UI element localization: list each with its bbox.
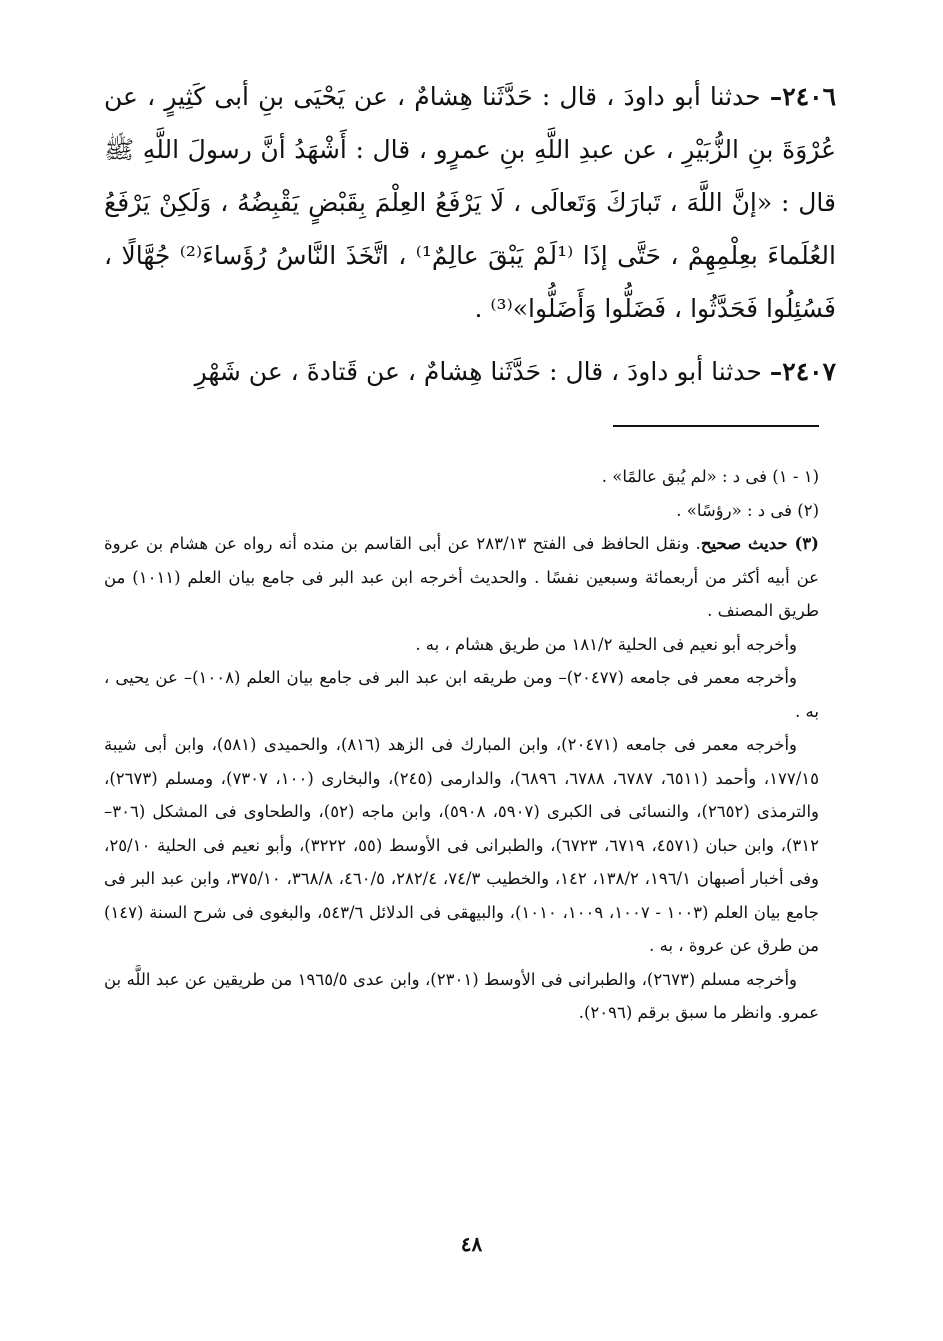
footnote-2: (٢) فى د : «رؤسًا» . xyxy=(676,500,819,520)
footnote-paragraph: وأخرجه أبو نعيم فى الحلية ١٨١/٢ من طريق هشام ، به . xyxy=(415,634,797,654)
page-number: ٤٨ xyxy=(460,1232,483,1256)
hadith-2406 xyxy=(104,70,836,335)
main-text xyxy=(104,70,836,398)
hadith-number: ٢٤٠٦– xyxy=(769,82,836,111)
hadith-text: حدثنا أبو داودَ ، قال : حَدَّثَنا هِشامٌ ، عن قَتادةَ ، عن شَهْرِ xyxy=(194,357,770,386)
footnotes xyxy=(104,460,819,1030)
footnote-paragraph: وأخرجه معمر فى جامعه (٢٠٤٧٧)– ومن طريقه ابن عبد البر فى جامع بيان العلم (١٠٠٨)– عن يحيى ، به . xyxy=(104,668,819,721)
footnote-paragraph: وأخرجه مسلم (٢٦٧٣)، والطبرانى فى الأوسط (٢٣٠١)، وابن عدى ١٩٦٥/٥ من طريقين عن عبد اللَّه بن عمرو. وانظر ما سبق برقم (٢٠٩٦). xyxy=(104,969,819,1022)
footnote-3-label: (٣) حديث صحيح xyxy=(700,534,819,553)
footnote-separator xyxy=(613,425,819,427)
footnote-3-text: . ونقل الحافظ فى الفتح ٢٨٣/١٣ عن أبى القاسم بن منده أنه رواه عن هشام بن عروة عن أبيه أكثر من أربعمائة وسبعين نفسًا . والحديث أخرجه ابن عبد البر فى جامع بيان العلم (١٠١١) من طريق المصنف . xyxy=(104,534,819,620)
hadith-number: ٢٤٠٧– xyxy=(769,357,836,386)
footnote-paragraph: وأخرجه معمر فى جامعه (٢٠٤٧١)، وابن المبارك فى الزهد (٨١٦)، والحميدى (٥٨١)، وابن أبى شيبة ١٧٧/١٥، وأحمد (٦٥١١، ٦٧٨٧، ٦٧٨٨، ٦٨٩٦)، والدارمى (٢٤٥)، والبخارى (١٠٠، ٧٣٠٧)، ومسلم (٢٦٧٣)، والترمذى (٢٦٥٢)، والنسائى فى الكبرى (٥٩٠٧، ٥٩٠٨)، وابن ماجه (٥٢)، والطحاوى فى المشكل (٣٠٦– ٣١٢)، وابن حبان (٤٥٧١، ٦٧١٩، ٦٧٢٣)، والطبرانى فى الأوسط (٥٥، ٣٢٢٢)، وأبو نعيم فى الحلية ٢٥/١٠، وفى أخبار أصبهان ١٩٦/١، ١٣٨/٢، ١٤٢، والخطيب ٧٤/٣، ٢٨٢/٤، ٤٦٠/٥، ٣٦٨/٨، ٣٧٥/١٠، وابن عبد البر فى جامع بيان العلم (١٠٠٣ - ١٠٠٧، ١٠٠٩، ١٠١٠)، والبيهقى فى الدلائل ٥٤٣/٦، والبغوى فى شرح السنة (١٤٧) من طرق عن عروة ، به . xyxy=(104,735,820,955)
footnote-3 xyxy=(104,527,819,628)
hadith-text: حدثنا أبو داودَ ، قال : حَدَّثَنا هِشامٌ ، عن يَحْيَى بنِ أبى كَثِيرٍ ، عن عُرْوَةَ بنِ الزُّبَيْرِ ، عن عبدِ اللَّهِ بنِ عمرٍو ، قال : أَشْهَدُ أنَّ رسولَ اللَّهِ ﷺ قال : «إنَّ اللَّهَ ، تَبارَكَ وَتَعالَى ، لَا يَرْفَعُ العِلْمَ بِقَبْضٍ يَقْبِضُهُ ، وَلَكِنْ يَرْفَعُ العُلَماءَ بعِلْمِهِمْ ، حَتَّى إذَا ⁽¹لَمْ يَبْقَ عالِمٌ¹⁾ ، اتَّخَذَ النَّاسُ رُؤَساءَ⁽²⁾ جُهَّالًا ، فَسُئِلُوا فَحَدَّثُوا ، فَضَلُّوا وَأَضَلُّوا»⁽³⁾ . xyxy=(104,82,836,323)
footnote-1: (١ - ١) فى د : «لم يُبق عالمًا» . xyxy=(601,467,819,486)
hadith-2407 xyxy=(104,345,836,398)
